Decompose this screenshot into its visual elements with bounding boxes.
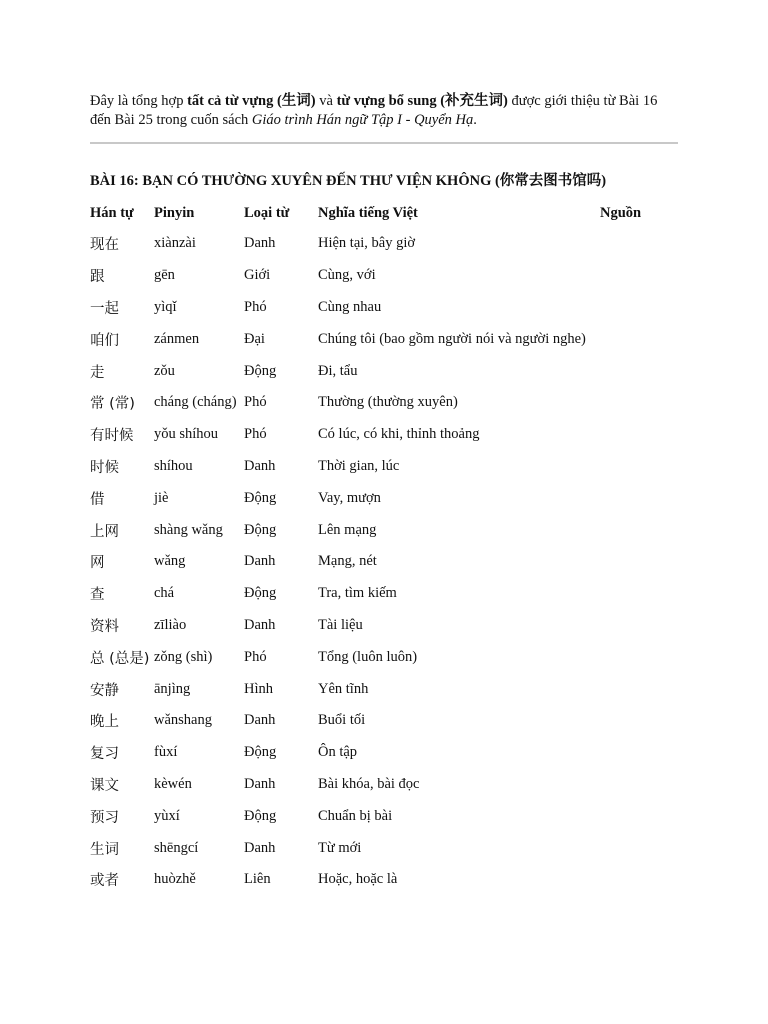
- cell-word-type: Danh: [244, 457, 276, 474]
- cell-pinyin: jiè: [154, 489, 169, 506]
- cell-pinyin: gēn: [154, 267, 175, 284]
- cell-hanzi: 有时候: [90, 428, 134, 445]
- table-row: [90, 292, 678, 324]
- cell-source: [600, 864, 678, 896]
- cell-source: [600, 673, 678, 705]
- vocabulary-table: [90, 198, 678, 896]
- table-row: [90, 260, 678, 292]
- cell-source: [600, 546, 678, 578]
- cell-word-type: Danh: [244, 712, 276, 729]
- cell-word-type: Phó: [244, 394, 267, 411]
- cell-word-type: Đại: [244, 330, 265, 347]
- cell-pinyin: chá: [154, 585, 175, 602]
- cell-pinyin: zǒu: [154, 362, 175, 379]
- cell-meaning: Hiện tại, bây giờ: [318, 235, 416, 252]
- cell-meaning: Chuẩn bị bài: [318, 807, 393, 824]
- header-word-type: Loại từ: [244, 204, 290, 221]
- header-source: Nguồn: [600, 204, 642, 221]
- cell-source: [600, 800, 678, 832]
- cell-hanzi: 预习: [90, 809, 119, 826]
- cell-pinyin: yǒu shíhou: [154, 426, 219, 443]
- cell-meaning: Đi, tẩu: [318, 362, 358, 379]
- cell-meaning: Mạng, nét: [318, 553, 377, 570]
- cell-pinyin: shíhou: [154, 457, 193, 474]
- cell-hanzi: 现在: [90, 237, 119, 254]
- cell-hanzi: 一起: [90, 300, 119, 317]
- cell-source: [600, 355, 678, 387]
- cell-word-type: Động: [244, 362, 277, 379]
- cell-word-type: Động: [244, 489, 277, 506]
- intro-book-title: Giáo trình Hán ngữ Tập I - Quyển Hạ: [251, 112, 474, 128]
- table-row: [90, 419, 678, 451]
- cell-word-type: Hình: [244, 680, 273, 697]
- cell-pinyin: yìqǐ: [154, 298, 177, 315]
- cell-hanzi: 生词: [90, 841, 119, 858]
- cell-word-type: Động: [244, 744, 277, 761]
- cell-hanzi: 网: [90, 555, 105, 572]
- intro-text-1: Đây là tổng hợp: [90, 93, 188, 109]
- table-row: [90, 641, 678, 673]
- cell-pinyin: huòzhě: [154, 871, 196, 888]
- cell-hanzi: 或者: [90, 873, 119, 890]
- cell-meaning: Chúng tôi (bao gồm người nói và người nghe): [318, 330, 586, 347]
- cell-meaning: Tài liệu: [318, 616, 363, 633]
- intro-bold-vocab: tất cả từ vựng (生词): [187, 93, 316, 109]
- header-meaning: Nghĩa tiếng Việt: [318, 204, 418, 221]
- header-pinyin: Pinyin: [154, 204, 195, 221]
- cell-hanzi: 跟: [90, 269, 105, 286]
- table-row: [90, 769, 678, 801]
- cell-hanzi: 时候: [90, 459, 119, 476]
- cell-meaning: Bài khóa, bài đọc: [318, 775, 420, 792]
- cell-meaning: Lên mạng: [318, 521, 377, 538]
- table-header-row: [90, 198, 678, 228]
- cell-source: [600, 769, 678, 801]
- cell-meaning: Ôn tập: [318, 744, 358, 761]
- cell-meaning: Vay, mượn: [318, 489, 381, 506]
- cell-pinyin: xiànzài: [154, 235, 196, 252]
- cell-meaning: Yên tĩnh: [318, 680, 369, 697]
- table-row: [90, 578, 678, 610]
- cell-hanzi: 查: [90, 587, 105, 604]
- cell-source: [600, 482, 678, 514]
- cell-pinyin: shàng wǎng: [154, 521, 223, 538]
- cell-source: [600, 323, 678, 355]
- cell-meaning: Từ mới: [318, 839, 362, 856]
- table-row: [90, 864, 678, 896]
- cell-word-type: Danh: [244, 553, 276, 570]
- cell-meaning: Tra, tìm kiếm: [318, 585, 397, 602]
- cell-source: [600, 228, 678, 260]
- cell-word-type: Phó: [244, 298, 267, 315]
- cell-hanzi: 借: [90, 491, 105, 508]
- document-page: [90, 92, 678, 896]
- table-row: [90, 800, 678, 832]
- cell-source: [600, 641, 678, 673]
- cell-word-type: Động: [244, 807, 277, 824]
- table-row: [90, 546, 678, 578]
- header-hanzi: Hán tự: [90, 204, 134, 221]
- cell-hanzi: 上网: [90, 523, 119, 540]
- cell-hanzi: 常 (常): [90, 396, 135, 413]
- cell-meaning: Thường (thường xuyên): [318, 394, 458, 411]
- cell-hanzi: 走: [90, 364, 105, 381]
- cell-word-type: Động: [244, 585, 277, 602]
- cell-meaning: Cùng nhau: [318, 298, 382, 315]
- cell-pinyin: zīliào: [154, 616, 187, 633]
- cell-pinyin: zǒng (shì): [154, 648, 213, 665]
- table-row: [90, 673, 678, 705]
- cell-source: [600, 578, 678, 610]
- cell-source: [600, 514, 678, 546]
- cell-pinyin: wǎnshang: [154, 712, 212, 729]
- cell-word-type: Phó: [244, 426, 267, 443]
- cell-pinyin: cháng (cháng): [154, 394, 237, 411]
- table-row: [90, 451, 678, 483]
- cell-source: [600, 451, 678, 483]
- cell-source: [600, 387, 678, 419]
- cell-meaning: Cùng, với: [318, 267, 376, 284]
- table-row: [90, 355, 678, 387]
- cell-word-type: Phó: [244, 648, 267, 665]
- horizontal-divider: [90, 142, 678, 144]
- cell-pinyin: kèwén: [154, 775, 192, 792]
- vocabulary-table-body: [90, 228, 678, 896]
- cell-hanzi: 资料: [90, 618, 119, 635]
- cell-hanzi: 晚上: [90, 714, 119, 731]
- cell-meaning: Có lúc, có khi, thỉnh thoảng: [318, 426, 480, 443]
- cell-word-type: Danh: [244, 235, 276, 252]
- table-row: [90, 610, 678, 642]
- table-row: [90, 737, 678, 769]
- cell-source: [600, 705, 678, 737]
- intro-text-3: được giới thiệu từ Bài 16 đến Bài 25 trong cuốn sách: [90, 93, 658, 128]
- cell-hanzi: 安静: [90, 682, 119, 699]
- intro-paragraph: [90, 92, 678, 130]
- table-row: [90, 514, 678, 546]
- cell-meaning: Hoặc, hoặc là: [318, 871, 398, 888]
- cell-word-type: Danh: [244, 775, 276, 792]
- cell-hanzi: 总 (总是): [90, 650, 150, 667]
- cell-word-type: Giới: [244, 267, 271, 284]
- cell-meaning: Buổi tối: [318, 712, 366, 729]
- cell-source: [600, 832, 678, 864]
- cell-pinyin: ānjìng: [154, 680, 191, 697]
- cell-word-type: Danh: [244, 616, 276, 633]
- cell-pinyin: yùxí: [154, 807, 180, 824]
- intro-text-2: và: [315, 93, 337, 109]
- table-row: [90, 228, 678, 260]
- cell-hanzi: 复习: [90, 746, 119, 763]
- cell-word-type: Liên: [244, 871, 271, 888]
- cell-source: [600, 419, 678, 451]
- cell-pinyin: zánmen: [154, 330, 200, 347]
- cell-source: [600, 292, 678, 324]
- table-row: [90, 705, 678, 737]
- cell-hanzi: 咱们: [90, 332, 119, 349]
- cell-hanzi: 课文: [90, 777, 119, 794]
- cell-meaning: Thời gian, lúc: [318, 457, 400, 474]
- cell-word-type: Danh: [244, 839, 276, 856]
- cell-word-type: Động: [244, 521, 277, 538]
- intro-text-4: .: [473, 112, 477, 128]
- intro-bold-extra-vocab: từ vựng bổ sung (补充生词): [336, 93, 508, 109]
- table-row: [90, 482, 678, 514]
- cell-source: [600, 260, 678, 292]
- cell-source: [600, 610, 678, 642]
- lesson-title: BÀI 16: BẠN CÓ THƯỜNG XUYÊN ĐẾN THƯ VIỆN KHÔNG (你常去图书馆吗): [90, 173, 607, 189]
- cell-pinyin: fùxí: [154, 744, 178, 761]
- table-row: [90, 387, 678, 419]
- cell-pinyin: wǎng: [154, 553, 186, 570]
- cell-meaning: Tổng (luôn luôn): [318, 648, 418, 665]
- table-row: [90, 323, 678, 355]
- cell-source: [600, 737, 678, 769]
- cell-pinyin: shēngcí: [154, 839, 199, 856]
- table-row: [90, 832, 678, 864]
